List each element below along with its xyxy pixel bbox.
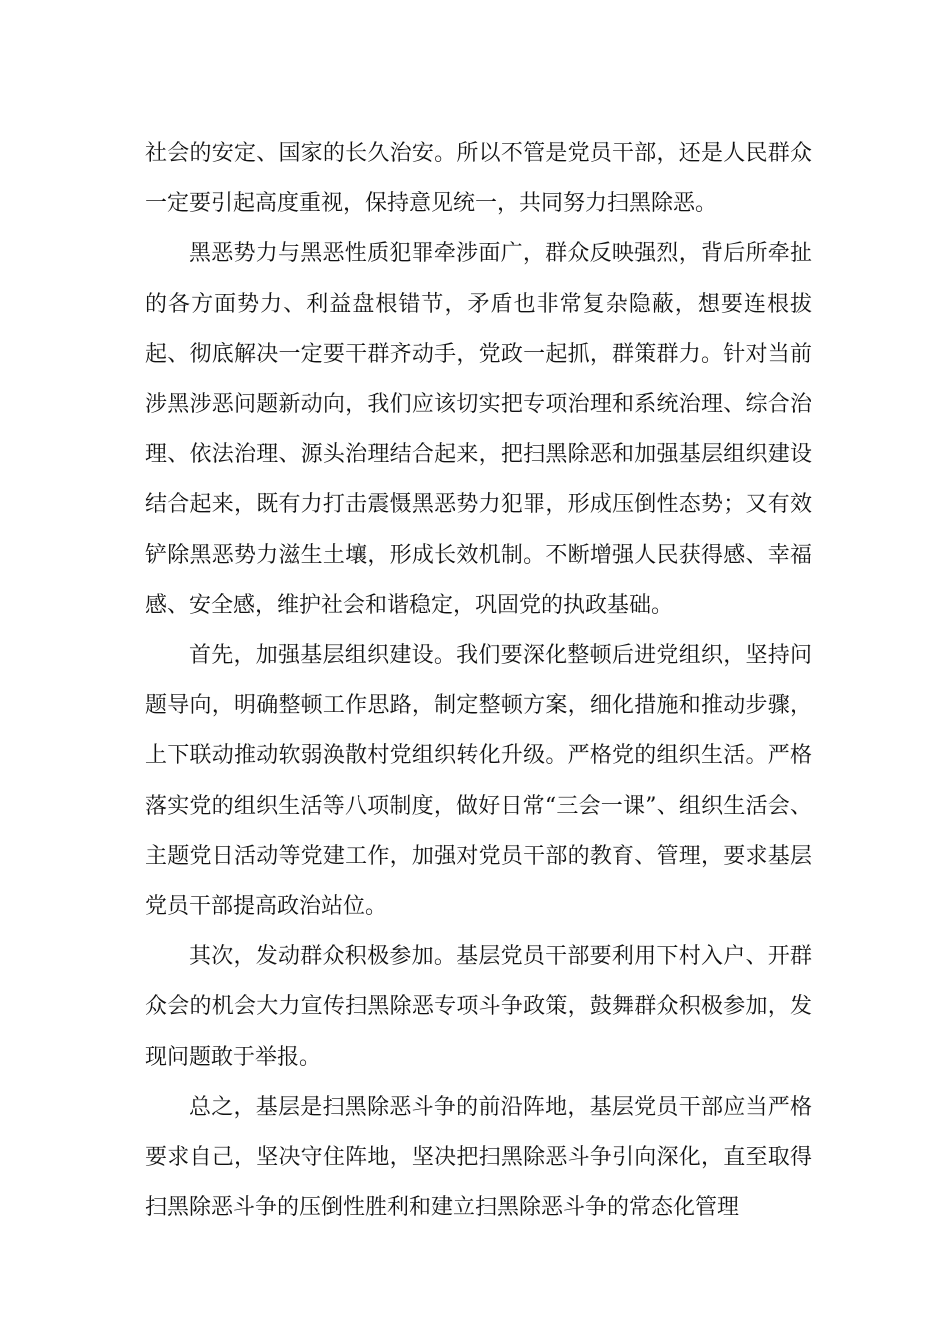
document-body bbox=[145, 129, 812, 1233]
paragraph-conclusion: 总之，基层是扫黑除恶斗争的前沿阵地，基层党员干部应当严格要求自己，坚决守住阵地，坚决把扫黑除恶斗争引向深化，直至取得扫黑除恶斗争的压倒性胜利和建立扫黑除恶斗争的常态化管理 bbox=[145, 1094, 812, 1221]
paragraph-background: 黑恶势力与黑恶性质犯罪牵涉面广，群众反映强烈，背后所牵扯的各方面势力、利益盘根错节，矛盾也非常复杂隐蔽，想要连根拔起、彻底解决一定要干群齐动手，党政一起抓，群策群力。针对当前涉黑涉恶问题新动向，我们应该切实把专项治理和系统治理、综合治理、依法治理、源头治理结合起来，把扫黑除恶和加强基层组织建设结合起来，既有力打击震慑黑恶势力犯罪，形成压倒性态势；又有效铲除黑恶势力滋生土壤，形成长效机制。不断增强人民获得感、幸福感、安全感，维护社会和谐稳定，巩固党的执政基础。 bbox=[145, 241, 812, 618]
paragraph-continuation: 社会的安定、国家的长久治安。所以不管是党员干部，还是人民群众一定要引起高度重视，保持意见统一，共同努力扫黑除恶。 bbox=[145, 141, 812, 217]
paragraph-first-measure: 首先，加强基层组织建设。我们要深化整顿后进党组织，坚持问题导向，明确整顿工作思路，制定整顿方案，细化措施和推动步骤，上下联动推动软弱涣散村党组织转化升级。严格党的组织生活。严格落实党的组织生活等八项制度，做好日常“三会一课”、组织生活会、主题党日活动等党建工作，加强对党员干部的教育、管理，要求基层党员干部提高政治站位。 bbox=[145, 643, 812, 920]
paragraph-second-measure: 其次，发动群众积极参加。基层党员干部要利用下村入户、开群众会的机会大力宣传扫黑除恶专项斗争政策，鼓舞群众积极参加，发现问题敢于举报。 bbox=[145, 944, 812, 1070]
